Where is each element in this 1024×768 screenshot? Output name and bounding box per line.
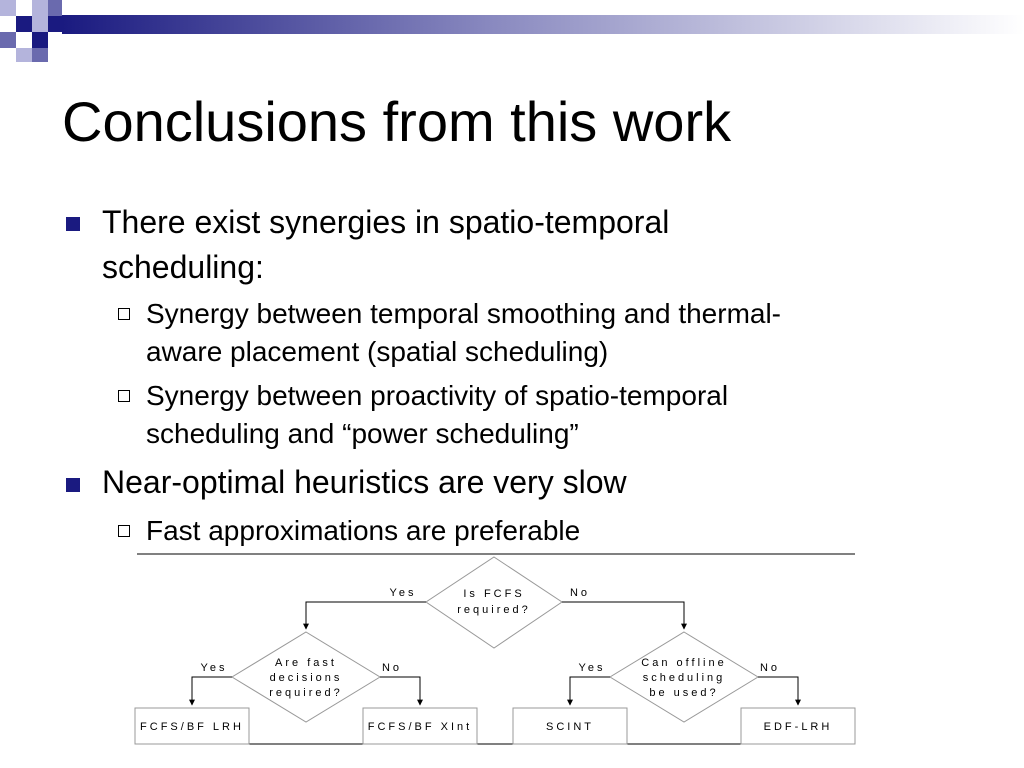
right-no-label: No — [759, 662, 781, 674]
slide-title: Conclusions from this work — [62, 90, 732, 153]
sub-bullet-1-2-line-2: scheduling and “power scheduling” — [146, 418, 579, 449]
left-decision-line-3: required? — [269, 687, 343, 699]
left-yes-arrow — [192, 677, 232, 705]
bullet-1-line-1: There exist synergies in spatio-temporal — [102, 204, 670, 240]
leaf-label-4: EDF-LRH — [763, 721, 833, 733]
right-no-arrow — [758, 677, 798, 705]
root-no-label: No — [569, 587, 591, 599]
root-no-arrow — [562, 602, 684, 629]
root-line-1: Is FCFS — [463, 588, 525, 600]
right-decision-line-3: be used? — [649, 687, 719, 699]
left-no-arrow — [380, 677, 420, 705]
root-yes-arrow — [306, 602, 426, 629]
bullet-1-line-2: scheduling: — [102, 249, 264, 285]
sub-bullet-1-1-line-2: aware placement (spatial scheduling) — [146, 336, 609, 367]
left-decision-line-2: decisions — [269, 672, 343, 684]
sub-bullet-1-1-line-1: Synergy between temporal smoothing and thermal- — [146, 298, 782, 329]
root-line-2: required? — [457, 604, 531, 616]
left-no-label: No — [381, 662, 403, 674]
right-decision-line-1: Can offline — [641, 657, 727, 669]
right-decision-line-2: scheduling — [642, 672, 726, 684]
decision-fcfs-required — [426, 557, 562, 648]
right-yes-arrow — [570, 677, 610, 705]
right-yes-label: Yes — [578, 662, 606, 674]
leaf-label-2: FCFS/BF XInt — [367, 721, 473, 733]
left-yes-label: Yes — [200, 662, 228, 674]
sub-bullet-2-1-line-1: Fast approximations are preferable — [146, 515, 581, 546]
root-yes-label: Yes — [389, 587, 417, 599]
left-decision-line-1: Are fast — [275, 657, 337, 669]
bullet-2-line-1: Near-optimal heuristics are very slow — [102, 464, 627, 500]
sub-bullet-1-2-line-1: Synergy between proactivity of spatio-temporal — [146, 380, 729, 411]
leaf-label-3: SCINT — [546, 721, 594, 733]
leaf-label-1: FCFS/BF LRH — [140, 721, 244, 733]
